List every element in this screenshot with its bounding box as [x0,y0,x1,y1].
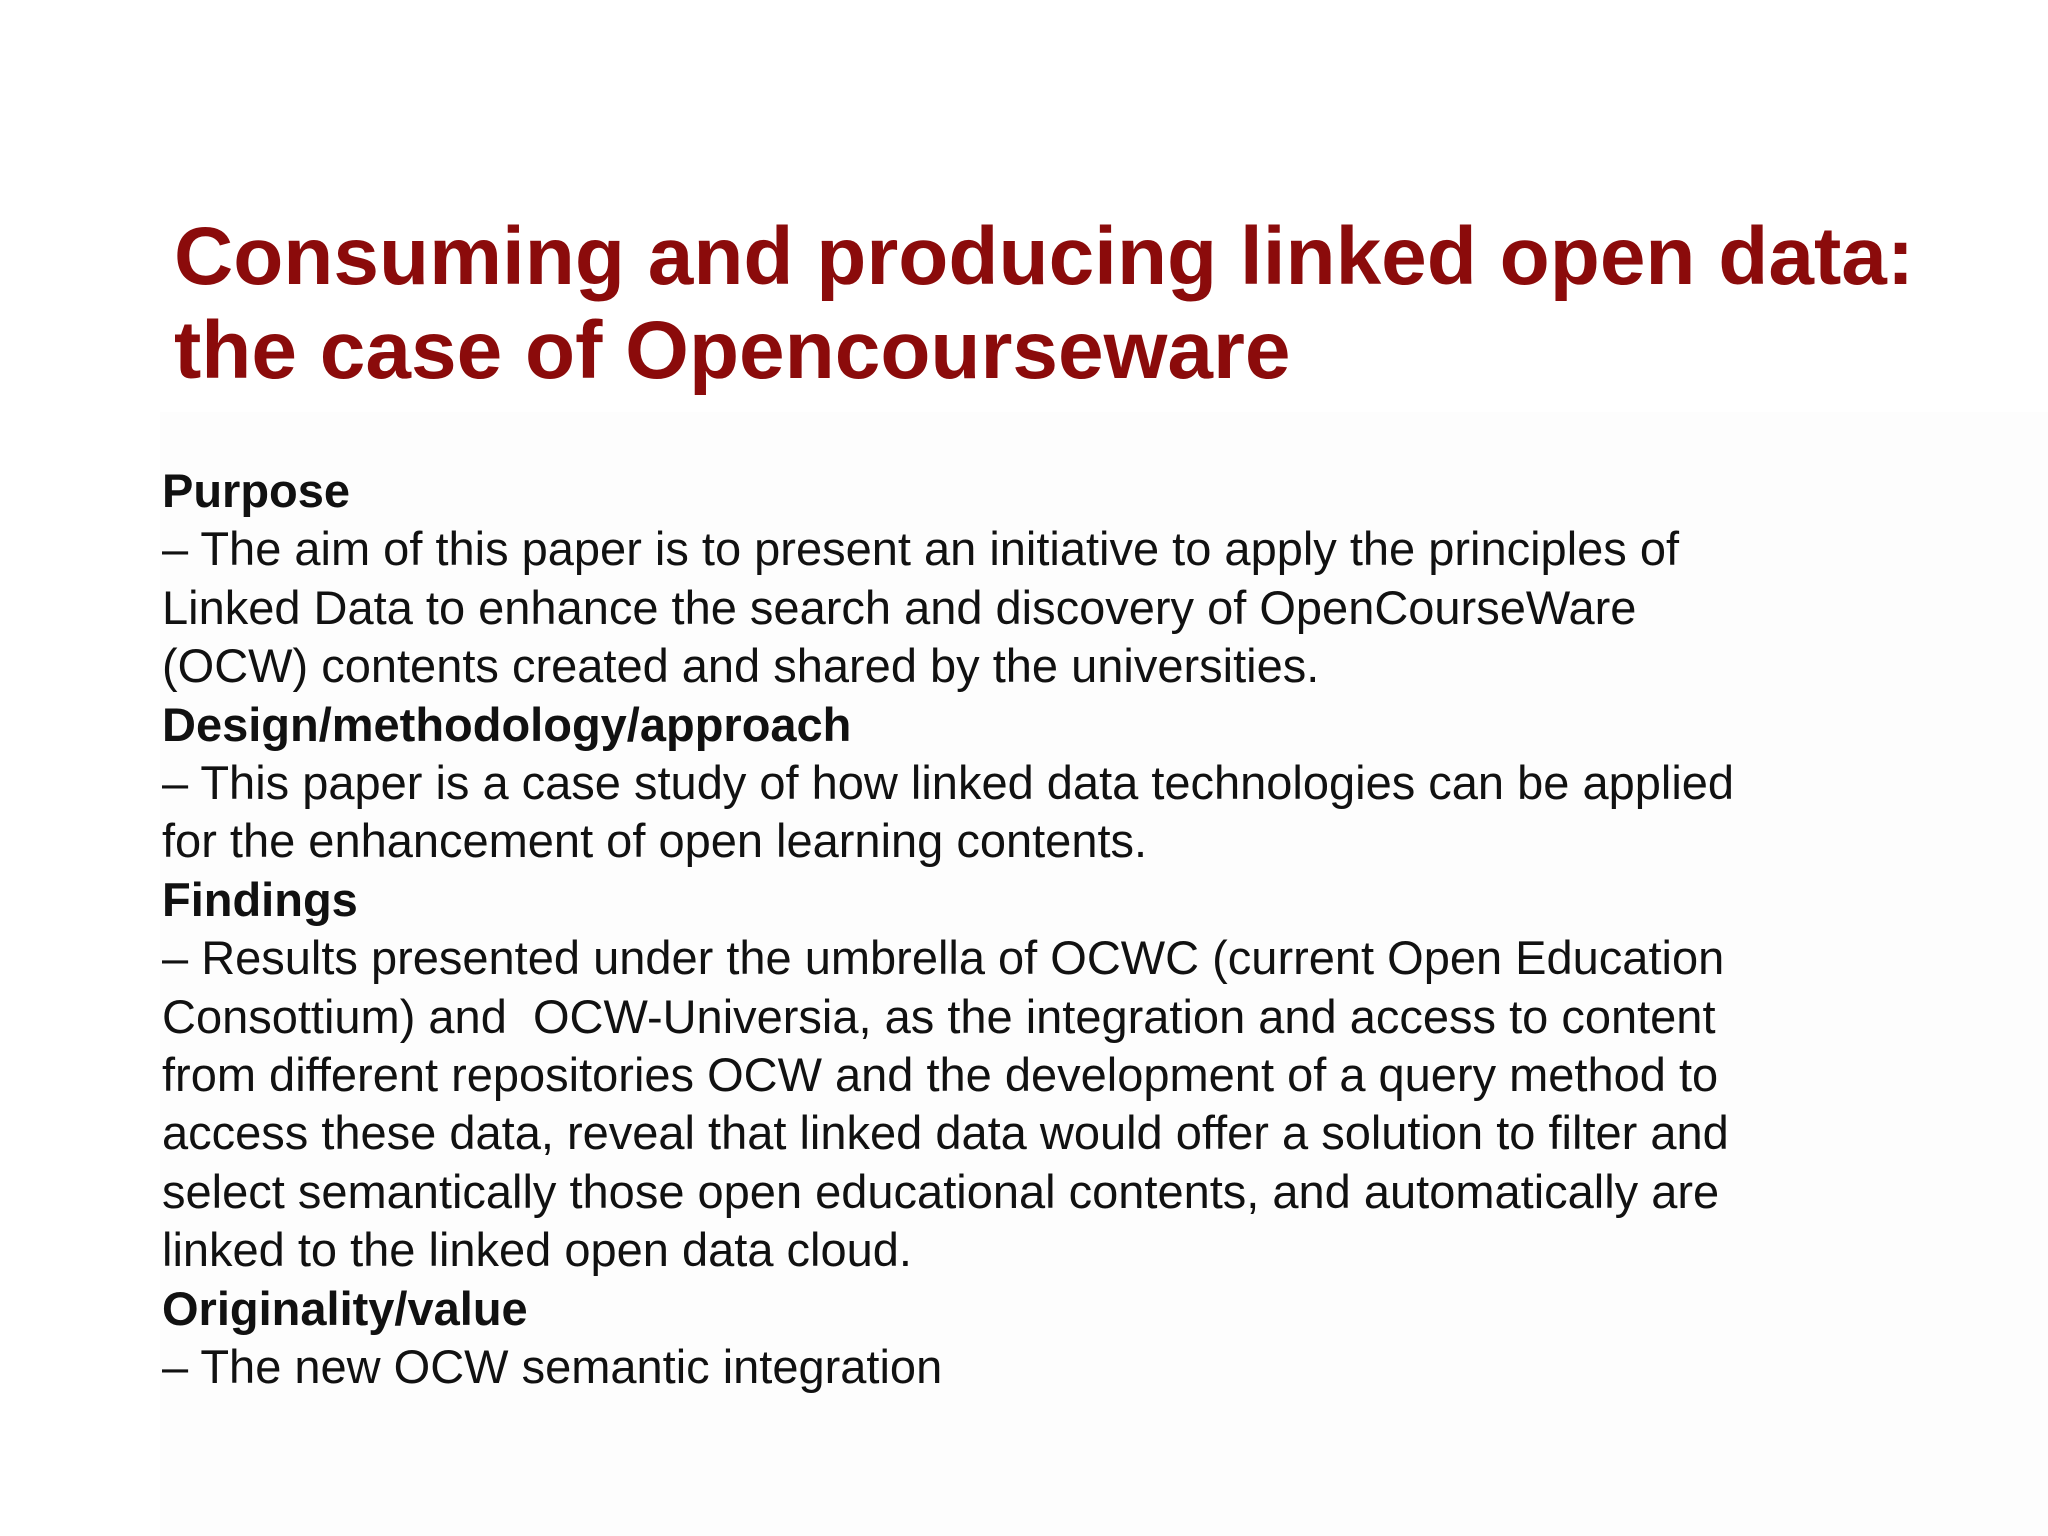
section-text-line: from different repositories OCW and the development of a query method to [162,1048,1719,1102]
section-text-line: for the enhancement of open learning contents. [162,814,1148,868]
section-text-line: access these data, reveal that linked data would offer a solution to filter and [162,1106,1729,1160]
section-text-line: Linked Data to enhance the search and discovery of OpenCourseWare [162,580,1637,634]
section-heading-originality-value: Originality/value [162,1281,528,1335]
section-design-methodology-approach [162,696,2022,871]
section-findings [162,871,2022,1280]
section-purpose [162,462,2022,696]
section-text-line: – The aim of this paper is to present an initiative to apply the principles of [162,522,1680,576]
section-text-line: – This paper is a case study of how linked data technologies can be applied [162,756,1735,810]
section-originality-value [162,1280,2022,1397]
abstract-body [162,462,2022,1397]
section-heading-purpose: Purpose [162,464,351,517]
section-text-line: select semantically those open educational contents, and automatically are [162,1164,1720,1218]
slide-title-line-1: Consuming and producing linked open data: [174,211,1915,302]
slide-title-line-2: the case of Opencourseware [174,305,1291,396]
section-text-line: linked to the linked open data cloud. [162,1223,912,1277]
section-heading-design-methodology-approach: Design/methodology/approach [162,697,852,751]
section-text-line: Consottium) and OCW-Universia, as the integration and access to content [162,989,1716,1043]
slide-title [174,210,2034,398]
section-text-line: (OCW) contents created and shared by the universities. [162,639,1320,693]
section-text-line: – Results presented under the umbrella of OCWC (current Open Education [162,931,1725,985]
section-heading-findings: Findings [162,872,358,926]
section-text-line: – The new OCW semantic integration [162,1340,943,1394]
